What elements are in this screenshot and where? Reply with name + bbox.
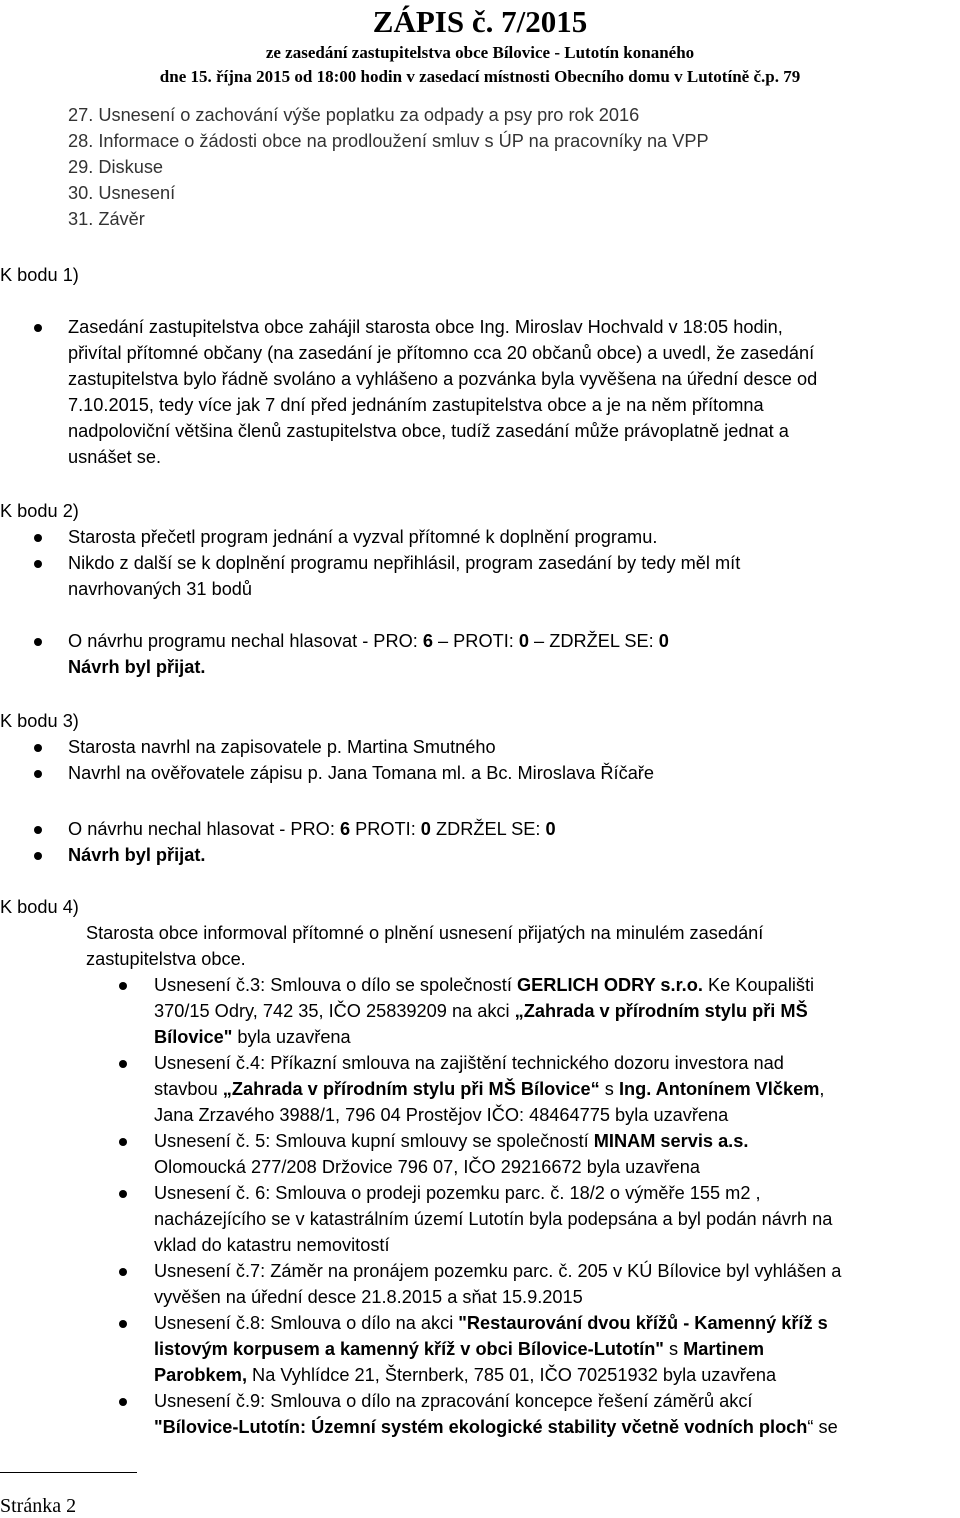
vote-result: Návrh byl přijat. — [68, 657, 206, 677]
resolution-4: Usnesení č.4: Příkazní smlouva na zajištění technického dozoru investora nad — [154, 1053, 784, 1073]
bod1-text: nadpoloviční většina členů zastupitelstva obce, tudíž zasedání může právoplatně jednat a — [68, 421, 789, 441]
document-subtitle: ze zasedání zastupitelstva obce Bílovice - Lutotín konaného — [265, 43, 695, 62]
section-heading-bod3: K bodu 3) — [0, 711, 79, 731]
bod2-item-cont: navrhovaných 31 bodů — [68, 579, 253, 599]
agenda-item: 27. Usnesení o zachování výše poplatku za odpady a psy pro rok 2016 — [68, 105, 640, 125]
document-title: ZÁPIS č. 7/2015 — [372, 4, 588, 39]
bullet-icon — [34, 770, 42, 778]
bod2-item: Starosta přečetl program jednání a vyzval přítomné k doplnění programu. — [68, 527, 658, 547]
bullet-icon — [34, 324, 42, 332]
resolution-9: Usnesení č.9: Smlouva o dílo na zpracování koncepce řešení záměrů akcí — [154, 1391, 753, 1411]
section-heading-bod4: K bodu 4) — [0, 897, 79, 917]
vote-line: O návrhu programu nechal hlasovat - PRO: 6 – PROTI: 0 – ZDRŽEL SE: 0 — [68, 631, 669, 651]
agenda-item: 29. Diskuse — [68, 157, 164, 177]
bullet-icon — [119, 1268, 127, 1276]
bullet-icon — [34, 852, 42, 860]
resolution-6-cont: nacházejícího se v katastrálním území Lutotín byla podepsána a byl podán návrh na — [154, 1209, 833, 1229]
resolution-9-cont: "Bílovice-Lutotín: Územní systém ekologické stability včetně vodních ploch“ se — [154, 1417, 838, 1437]
bod1-text: zastupitelstva bylo řádně svoláno a vyhlášeno a pozvánka byla vyvěšena na úřední desce od — [68, 369, 818, 389]
meeting-date-place: dne 15. října 2015 od 18:00 hodin v zasedací místnosti Obecního domu v Lutotíně č.p. 79 — [159, 67, 801, 86]
bod4-intro: Starosta obce informoval přítomné o plnění usnesení přijatých na minulém zasedání — [86, 923, 764, 943]
resolution-7-cont: vyvěšen na úřední desce 21.8.2015 a sňat 15.9.2015 — [154, 1287, 583, 1307]
bod3-item: Starosta navrhl na zapisovatele p. Martina Smutného — [68, 737, 496, 757]
bullet-icon — [34, 638, 42, 646]
resolution-3-cont: 370/15 Odry, 742 35, IČO 25839209 na akci „Zahrada v přírodním stylu při MŠ — [154, 1001, 808, 1021]
bullet-icon — [119, 1138, 127, 1146]
bullet-icon — [34, 534, 42, 542]
bullet-icon — [119, 982, 127, 990]
resolution-7: Usnesení č.7: Záměr na pronájem pozemku parc. č. 205 v KÚ Bílovice byl vyhlášen a — [154, 1261, 842, 1281]
vote-result: Návrh byl přijat. — [68, 845, 206, 865]
resolution-4-cont: Jana Zrzavého 3988/1, 796 04 Prostějov IČO: 48464775 byla uzavřena — [154, 1105, 729, 1125]
resolution-3-cont: Bílovice" byla uzavřena — [154, 1027, 351, 1047]
resolution-5: Usnesení č. 5: Smlouva kupní smlouvy se společností MINAM servis a.s. — [154, 1131, 749, 1151]
bod1-text: 7.10.2015, tedy více jak 7 dní před jednáním zastupitelstva obce a je na něm přítomna — [68, 395, 764, 415]
vote-line: O návrhu nechal hlasovat - PRO: 6 PROTI: 0 ZDRŽEL SE: 0 — [68, 819, 556, 839]
bullet-icon — [119, 1320, 127, 1328]
bod3-item: Navrhl na ověřovatele zápisu p. Jana Tomana ml. a Bc. Miroslava Říčaře — [68, 763, 654, 783]
bod2-item: Nikdo z další se k doplnění programu nepřihlásil, program zasedání by tedy měl mít — [68, 553, 741, 573]
resolution-4-cont: stavbou „Zahrada v přírodním stylu při MŠ Bílovice“ s Ing. Antonínem Vlčkem, — [154, 1079, 825, 1099]
bod1-text: usnášet se. — [68, 447, 162, 467]
bullet-icon — [119, 1190, 127, 1198]
bod4-intro: zastupitelstva obce. — [86, 949, 246, 969]
section-heading-bod1: K bodu 1) — [0, 265, 79, 285]
resolution-3: Usnesení č.3: Smlouva o dílo se společností GERLICH ODRY s.r.o. Ke Koupališti — [154, 975, 815, 995]
agenda-item: 31. Závěr — [68, 209, 145, 229]
agenda-item: 28. Informace o žádosti obce na prodloužení smluv s ÚP na pracovníky na VPP — [68, 131, 709, 151]
section-heading-bod2: K bodu 2) — [0, 501, 79, 521]
agenda-item: 30. Usnesení — [68, 183, 176, 203]
bullet-icon — [119, 1060, 127, 1068]
resolution-6: Usnesení č. 6: Smlouva o prodeji pozemku parc. č. 18/2 o výměře 155 m2 , — [154, 1183, 761, 1203]
bod1-text: Zasedání zastupitelstva obce zahájil starosta obce Ing. Miroslav Hochvald v 18:05 hodin, — [68, 317, 783, 337]
resolution-5-cont: Olomoucká 277/208 Držovice 796 07, IČO 29216672 byla uzavřena — [154, 1157, 700, 1177]
bod1-text: přivítal přítomné občany (na zasedání je přítomno cca 20 občanů obce) a uvedl, že zasedání — [68, 343, 815, 363]
bullet-icon — [34, 744, 42, 752]
resolution-8: Usnesení č.8: Smlouva o dílo na akci "Restaurování dvou křížů - Kamenný kříž s — [154, 1313, 828, 1333]
resolution-8-cont: listovým korpusem a kamenný kříž v obci Bílovice-Lutotín" s Martinem — [154, 1339, 764, 1359]
bullet-icon — [34, 560, 42, 568]
resolution-6-cont: vklad do katastru nemovitostí — [154, 1235, 390, 1255]
page-number: Stránka 2 — [0, 1495, 77, 1517]
bullet-icon — [119, 1398, 127, 1406]
resolution-8-cont: Parobkem, Na Vyhlídce 21, Šternberk, 785 01, IČO 70251932 byla uzavřena — [154, 1365, 777, 1385]
footer-divider — [0, 1472, 137, 1473]
bullet-icon — [34, 826, 42, 834]
